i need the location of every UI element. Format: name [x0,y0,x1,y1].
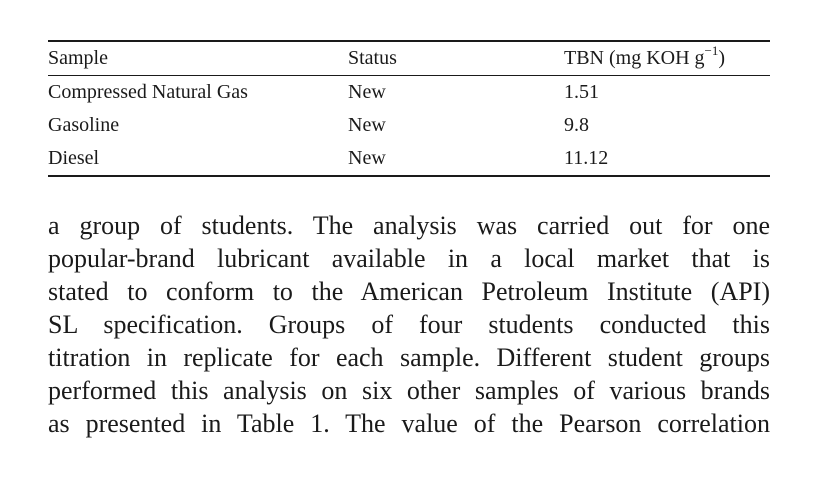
cell-status: New [348,81,386,103]
header-tbn [564,41,770,76]
header-sample: Sample [48,47,108,69]
paragraph-line: as presented in Table 1. The value of the Pearson correlation [48,409,770,438]
header-tbn-text: TBN (mg KOH g [564,47,705,69]
paragraph-line: performed this analysis on six other samples of various brands [48,376,770,405]
header-status: Status [348,47,397,69]
cell-tbn: 11.12 [564,147,609,169]
cell-status: New [348,147,386,169]
cell-status: New [348,114,386,136]
paragraph-line: popular-brand lubricant available in a local market that is [48,244,770,273]
table-body [48,76,770,177]
table-header [48,41,770,76]
header-tbn-close: ) [718,47,726,69]
table-row [48,76,770,110]
cell-sample: Gasoline [48,114,120,136]
header-tbn-superscript: −1 [704,43,719,58]
paragraph-line: stated to conform to the American Petroleum Institute (API) [48,277,770,306]
cell-sample: Diesel [48,147,100,169]
cell-sample: Compressed Natural Gas [48,81,248,103]
table-row [48,109,770,142]
tbn-table [48,40,770,177]
header-row [48,41,770,76]
body-paragraph [48,209,770,440]
table-row [48,142,770,176]
paragraph-line: a group of students. The analysis was carried out for one [48,211,770,240]
cell-tbn: 1.51 [564,81,599,103]
paragraph-line: titration in replicate for each sample. Different student groups [48,343,770,372]
cell-tbn: 9.8 [564,114,589,136]
paragraph-line: SL specification. Groups of four students conducted this [48,310,770,339]
